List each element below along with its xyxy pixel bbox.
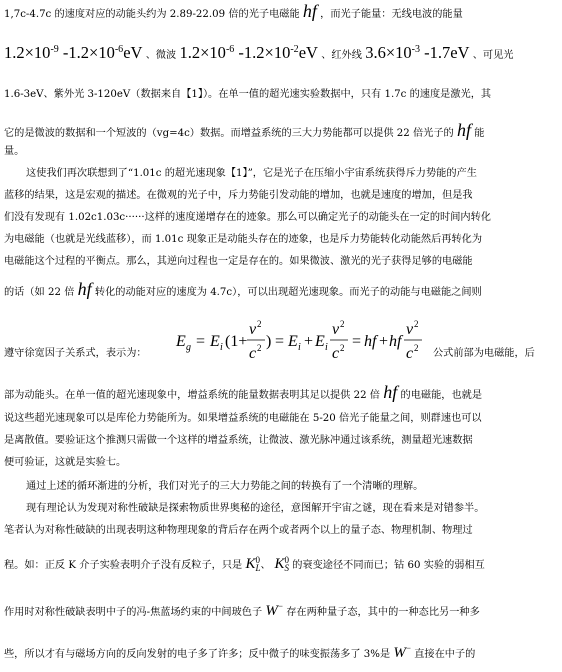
text-line-12-right: 公式前部为电磁能，后 <box>433 348 535 359</box>
formula-sub: g <box>186 342 191 353</box>
text: 作用时对称性破缺表明中子的冯-焦蓝场约束的中间玻色子 <box>4 607 263 618</box>
text-line-7: 蓝移的结果，这是宏观的描述。在微观的光子中，斥力势能引发动能的增加，也就是速度的增加，但是我 <box>4 190 473 201</box>
formula-sub: i <box>325 342 328 353</box>
text-line-5: 量。 <box>4 146 25 157</box>
text-line-10: 电磁能这个过程的平衡点。那么，其逆向过程也一定是存在的。如果微波、激光的光子获得足够的电磁能 <box>4 256 473 267</box>
formula-sub: i <box>298 342 301 353</box>
formula-c: c <box>406 345 414 362</box>
formula-plus: + <box>379 333 389 350</box>
formula-ei: E <box>288 333 298 350</box>
text-line-9: 为电磁能（也就是光线蓝移），而 1.01c 现象正是动能头存在的迹象，也是斥力势能转化动能然后再转化为 <box>4 234 483 245</box>
w-boson-symbol: W− <box>393 643 411 661</box>
text-line-13 <box>4 382 483 403</box>
formula-eg: E <box>176 333 186 350</box>
radio-range: $1.2\times 10^{-9}$ $-1.2\times 10^{-6}eV$ <box>4 43 143 62</box>
text-line-19: 笔者认为对称性破缺的出现表明这种物理现象的背后存在两个或者两个以上的量子态、物理机制、物理过 <box>4 525 473 536</box>
text-line-8: 们没有发现有 1.02c1.03c······这样的速度递增存在的迹象。那么可以确定光子的动能头在一定的时间内转化 <box>4 212 491 223</box>
formula-v: v <box>249 321 257 338</box>
hf-symbol: hf <box>302 1 317 21</box>
formula-paren: ) <box>266 333 272 350</box>
text-line-18: 现有理论认为发现对称性破缺是探索物质世界奥秘的途径，意图解开宇宙之谜，现在看来是对错参半。 <box>26 503 485 514</box>
formula-c: c <box>332 345 340 362</box>
text-line-3: 1.6-3eV、紫外光 3-120eV（数据来自【1】）。在单一值的超光速实验数据中，只有 1.7c 的速度是激光，其 <box>4 89 492 100</box>
formula-v: v <box>332 321 340 338</box>
infrared-range: $3.6\times 10^{-3}$ -1.7eV <box>365 43 470 62</box>
text: 、微波 <box>145 50 180 61</box>
text-line-12-left: 遵守徐宽因子关系式，表示为： <box>4 348 147 359</box>
formula-sup: 2 <box>257 343 262 353</box>
formula-ei: E <box>315 333 325 350</box>
formula-plus: + <box>304 333 314 350</box>
energy-formula <box>174 313 424 363</box>
text-line-1 <box>4 1 463 22</box>
formula-eq: = <box>275 333 285 350</box>
text-line-16: 便可验证，这就是实验七。 <box>4 457 127 468</box>
text-line-21 <box>4 599 480 620</box>
formula-eq: = <box>352 333 362 350</box>
formula-sup: 2 <box>414 319 419 329</box>
formula-sup: 2 <box>340 343 345 353</box>
hf-symbol: hf <box>77 279 92 299</box>
formula-hf: hf <box>364 333 377 350</box>
text-line-11 <box>4 279 482 300</box>
text: 、可见光 <box>472 50 514 61</box>
formula-ei: E <box>210 333 220 350</box>
text: 转化的动能对应的速度为 4.7c），可以出现超光速现象。而光子的动能与电磁能之间则 <box>94 287 482 298</box>
w-boson-symbol: W− <box>265 601 283 619</box>
text-line-6: 这使我们再次联想到了“1.01c 的超光速现象【1】”，它是光子在压缩小宇宙系统获得斥力势能的产生 <box>26 168 477 179</box>
formula-paren: (1+ <box>225 333 248 350</box>
text: 1,7c-4.7c 的速度对应的动能头约为 2.89-22.09 倍的光子电磁能 <box>4 9 300 20</box>
text: 直接在中子的 <box>414 649 476 660</box>
hf-symbol: hf <box>457 120 472 140</box>
text: 程。如：正反 K 介子实验表明介子没有反粒子，只是 <box>4 560 243 571</box>
text: 、红外线 <box>321 50 366 61</box>
text-line-4 <box>4 120 485 141</box>
formula-sub: i <box>220 342 223 353</box>
text: 的话（如 22 倍 <box>4 287 75 298</box>
hf-symbol: hf <box>383 382 398 402</box>
text-line-2 <box>4 43 513 63</box>
text: 的衰变途径不同而已；钴 60 实验的弱相互 <box>292 560 485 571</box>
text: 的电磁能，也就是 <box>400 390 483 401</box>
formula-v: v <box>406 321 414 338</box>
text-line-22 <box>4 641 475 662</box>
formula-sup: 2 <box>414 343 419 353</box>
text: 些，所以才有与磁场方向的反向发射的电子多了许多；反中微子的味变振荡多了 3%是 <box>4 649 391 660</box>
formula-sup: 2 <box>257 319 262 329</box>
text: 它的是微波的数据和一个短波的（vg=4c）数据。而增益系统的三大力势能都可以提供 22 倍光子的 <box>4 128 454 139</box>
text: 能 <box>474 128 485 139</box>
kaon-symbols: K 0 L 、 K 0 S <box>245 555 289 573</box>
formula-eq: = <box>196 333 206 350</box>
text-line-17: 通过上述的循环渐进的分析，我们对光子的三大力势能之间的转换有了一个清晰的理解。 <box>26 481 424 492</box>
text-line-14: 说这些超光速现象可以是库伦力势能所为。如果增益系统的电磁能在 5-20 倍光子能量之间，则群速也可以 <box>4 413 482 424</box>
formula-sup: 2 <box>340 319 345 329</box>
text: 存在两种量子态，其中的一种态比另一种多 <box>286 607 480 618</box>
formula-hf: hf <box>389 333 402 350</box>
text-line-15: 是离散值。要验证这个推测只需做一个这样的增益系统，让微波、激光脉冲通过该系统，测量超光速数据 <box>4 435 473 446</box>
text: ，而光子能量：无线电波的能量 <box>320 9 463 20</box>
formula-c: c <box>249 345 257 362</box>
microwave-range: $1.2\times 10^{-6}$ $-1.2\times 10^{-2}eV$ <box>179 43 318 62</box>
text-line-20 <box>4 556 485 573</box>
text: 部为动能头。在单一值的超光速现象中，增益系统的能量数据表明其足以提供 22 倍 <box>4 390 380 401</box>
